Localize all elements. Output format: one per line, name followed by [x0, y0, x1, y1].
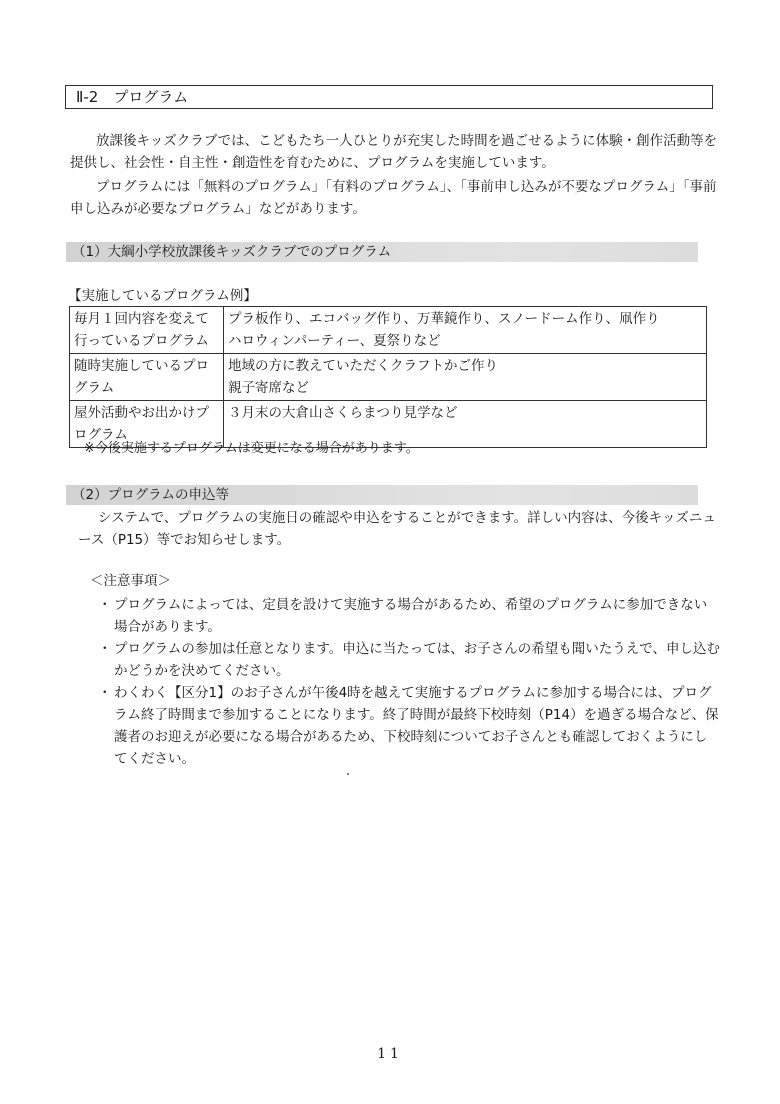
section1-heading: （1）大綱小学校放課後キッズクラブでのプログラム — [66, 242, 698, 262]
section2-body-text: システムで、プログラムの実施日の確認や申込をすることができます。詳しい内容は、今後キッズニュース（P15）等でお知らせします。 — [78, 510, 716, 548]
table-cell-details: 地域の方に教えていただくクラフトかご作り 親子寄席など — [224, 354, 707, 401]
scan-speck — [347, 773, 349, 775]
list-item: ・ プログラムによっては、定員を設けて実施する場合があるため、希望のプログラムに参加できない場合があります。 — [100, 594, 720, 638]
table-cell-category: 随時実施しているプログラム — [70, 354, 224, 401]
table-cell-details: プラ板作り、エコバッグ作り、万華鏡作り、スノードーム作り、凧作り ハロウィンパーティー、夏祭りなど — [224, 307, 707, 354]
page-number: 11 — [377, 1046, 403, 1062]
table-note: ※今後実施するプログラムは変更になる場合があります。 — [84, 441, 419, 456]
section2-heading: （2）プログラムの申込等 — [66, 485, 698, 505]
section2-body — [78, 507, 718, 551]
intro-text-2: プログラムには「無料のプログラム」「有料のプログラム」、「事前申し込みが不要なプログラム」「事前申し込みが必要なプログラム」などがあります。 — [70, 179, 717, 217]
notes-title: ＜注意事項＞ — [90, 573, 171, 589]
intro-text-1: 放課後キッズクラブでは、こどもたち一人ひとりが充実した時間を過ごせるように体験・創作活動等を提供し、社会性・自主性・創造性を育むために、プログラムを実施しています。 — [70, 133, 718, 171]
table-row — [70, 307, 707, 354]
notes-list — [100, 594, 720, 770]
list-item: ・ わくわく【区分1】のお子さんが午後4時を越えて実施するプログラムに参加する場合には、プログラム終了時間まで参加することになります。終了時間が最終下校時刻（P14）を過ぎる場合など、保護者のお迎えが必要になる場合があるため、下校時刻についてお子さんとも確認しておくようにしてください。 — [100, 682, 720, 770]
examples-label: 【実施しているプログラム例】 — [68, 288, 257, 304]
table-cell-category: 毎月１回内容を変えて行っているプログラム — [70, 307, 224, 354]
intro-paragraph-1 — [70, 130, 720, 174]
section-title: Ⅱ-2 プログラム — [65, 85, 713, 109]
program-examples-table — [69, 306, 707, 448]
table-row — [70, 354, 707, 401]
table-cell-category: 屋外活動やお出かけプログラム — [70, 401, 224, 448]
table-cell-details: ３月末の大倉山さくらまつり見学など — [224, 401, 707, 448]
intro-paragraph-2 — [70, 176, 720, 220]
list-item: ・ プログラムの参加は任意となります。申込に当たっては、お子さんの希望も聞いたうえで、申し込むかどうかを決めてください。 — [100, 638, 720, 682]
